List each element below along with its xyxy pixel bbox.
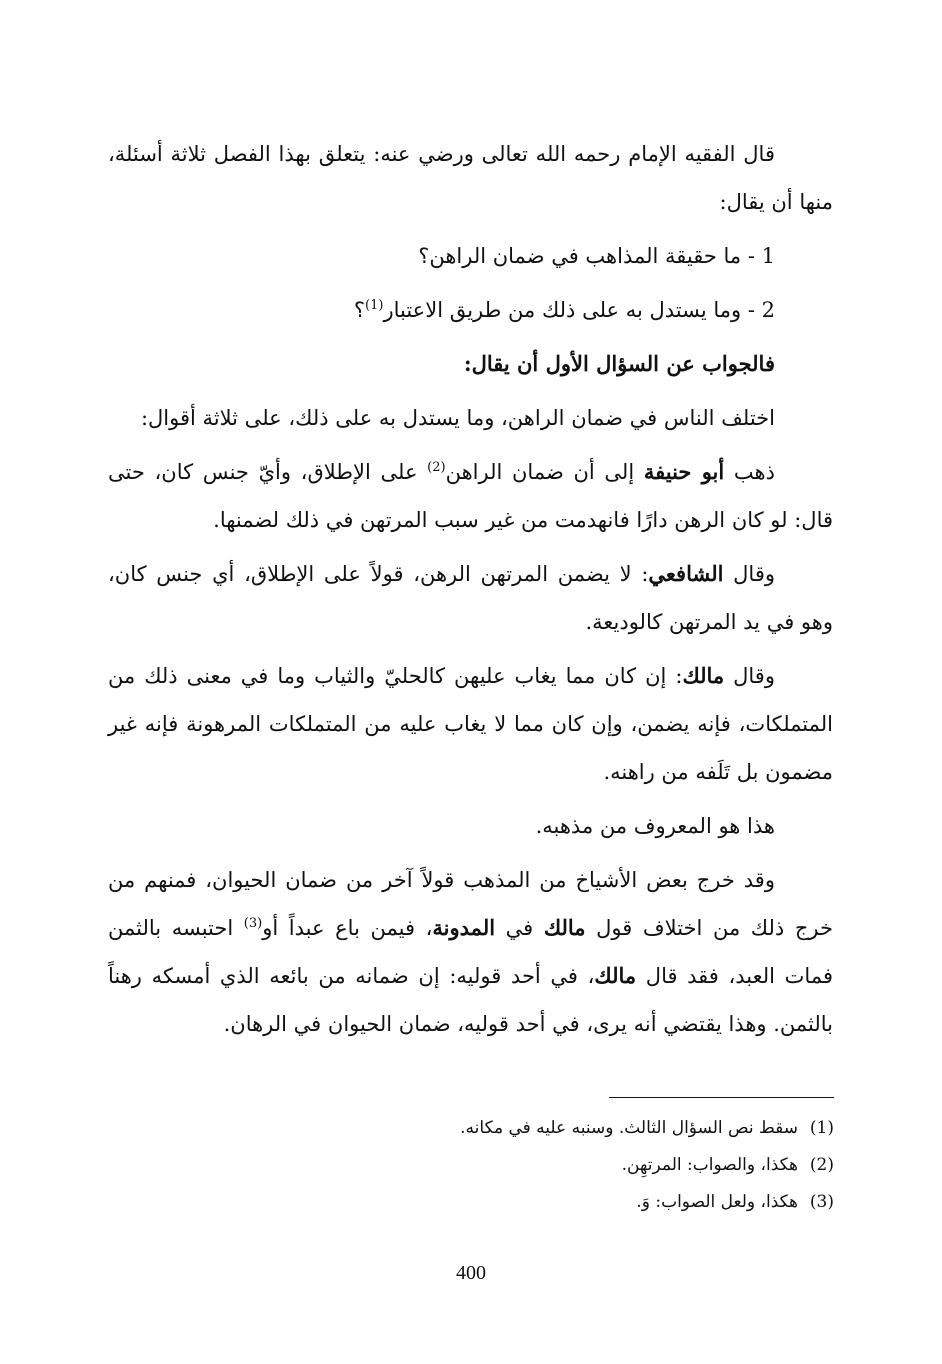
name-malik-3: مالك — [594, 963, 637, 988]
name-abu-hanifa: أبو حنيفة — [643, 459, 725, 484]
question-2: 2 - وما يستدل به على ذلك من طريق الاعتبار$^{(1)}$؟ — [353, 298, 775, 322]
page-body — [108, 130, 833, 1054]
footnote-3: (3)هكذا، ولعل الصواب: وَ. — [636, 1192, 834, 1212]
intro-paragraph: قال الفقيه الإمام رحمه الله تعالى ورضي عنه: يتعلق بهذا الفصل ثلاثة أسئلة، منها أن يقال: — [108, 142, 833, 214]
footnotes-divider — [609, 1097, 834, 1098]
paragraph-abu-hanifa: ذهب أبو حنيفة إلى أن ضمان الراهن$^{(2)}$ على الإطلاق، وأيّ جنس كان، حتى قال: لو كان الرهن دارًا فانهدمت من غير سبب المرتهن في ذلك لضمنها. — [108, 459, 833, 532]
question-1: 1 - ما حقيقة المذاهب في ضمان الراهن؟ — [418, 244, 775, 268]
footnotes — [109, 1110, 834, 1221]
footnote-2: (2)هكذا، والصواب: المرتهِن. — [621, 1155, 834, 1175]
name-malik-2: مالك — [543, 915, 586, 940]
paragraph-known-view: هذا هو المعروف من مذهبه. — [535, 814, 775, 838]
footnote-1: (1)سقط نص السؤال الثالث. وسنبه عليه في مكانه. — [460, 1118, 834, 1138]
paragraph-animals: وقد خرج بعض الأشياخ من المذهب قولاً آخر من ضمان الحيوان، فمنهم من خرج ذلك من اختلاف قول مالك في المدونة، فيمن باع عبداً أو$^{(3)}$ احتبسه بالثمن فمات العبد، فقد قال مالك، في أحد قوليه: إن ضمانه من بائعه الذي أمسكه رهناً بالثمن. وهذا يقتضي أنه يرى، في أحد قوليه، ضمان الحيوان في الرهان. — [108, 868, 833, 1036]
footnote-ref-3[interactable]: (3) — [243, 916, 263, 931]
answer-heading: فالجواب عن السؤال الأول أن يقال: — [463, 351, 775, 376]
footnote-ref-2[interactable]: (2) — [427, 460, 446, 475]
paragraph-shafii: وقال الشافعي: لا يضمن المرتهن الرهن، قولاً على الإطلاق، أي جنس كان، وهو في يد المرتهن كالوديعة. — [108, 561, 833, 634]
name-shafii: الشافعي — [648, 561, 724, 586]
footnote-ref-1[interactable]: (1) — [365, 298, 384, 313]
page-number: 400 — [456, 1262, 486, 1284]
name-malik: مالك — [682, 663, 725, 688]
paragraph-malik: وقال مالك: إن كان مما يغاب عليهن كالحليّ والثياب وما في معنى ذلك من المتملكات، فإنه يضمن، وإن كان مما لا يغاب عليه من المتملكات المرهونة فإنه غير مضمون بل تَلَفه من راهنه. — [108, 663, 834, 784]
book-mudawwana: المدونة — [432, 915, 496, 940]
paragraph-differences: اختلف الناس في ضمان الراهن، وما يستدل به على ذلك، على ثلاثة أقوال: — [140, 406, 775, 430]
